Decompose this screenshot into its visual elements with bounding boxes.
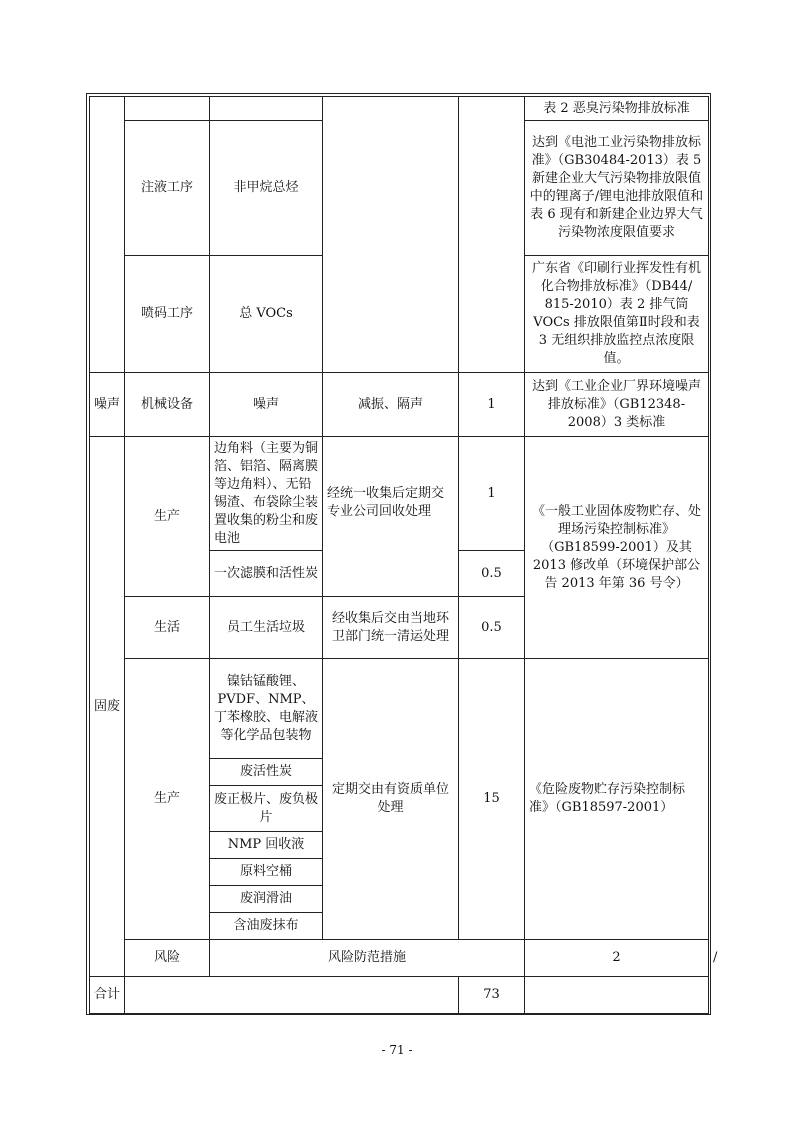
measure-cell (323, 97, 459, 373)
table-row (90, 373, 709, 437)
invest-cell: 1 (459, 373, 525, 437)
source-cell: 生产 (125, 437, 210, 597)
table-row (90, 97, 709, 121)
table-row (90, 659, 709, 759)
waste-item-cell: 废正极片、废负极片 (210, 786, 323, 832)
waste-item-cell: 废活性炭 (210, 759, 323, 786)
pollutant-cell: 总 VOCs (210, 256, 323, 373)
source-cell: 生活 (125, 597, 210, 659)
measure-cell: 经收集后交由当地环卫部门统一清运处理 (323, 597, 459, 659)
table-row (90, 977, 709, 1014)
standard-cell (525, 977, 709, 1014)
table-row (90, 437, 709, 551)
category-cell (90, 97, 125, 373)
standard-cell: 《一般工业固体废物贮存、处理场污染控制标准》（GB18599-2001）及其 2013 修改单（环境保护部公告 2013 年第 36 号令） (525, 437, 709, 659)
invest-cell: 2 (525, 940, 709, 977)
standard-cell: 广东省《印刷行业挥发性有机化合物排放标准》（DB44/ 815-2010）表 2 排气筒 VOCs 排放限值第Ⅱ时段和表 3 无组织排放监控点浓度限值。 (525, 256, 709, 373)
source-cell: 机械设备 (125, 373, 210, 437)
source-cell: 生产 (125, 659, 210, 940)
category-cell: 风险 (125, 940, 210, 977)
invest-cell: 73 (459, 977, 525, 1014)
measure-cell: 定期交由有资质单位处理 (323, 659, 459, 940)
measure-cell: 经统一收集后定期交专业公司回收处理 (323, 437, 459, 597)
process-cell: 喷码工序 (125, 256, 210, 373)
standard-cell: 《危险废物贮存污染控制标准》（GB18597-2001） (525, 659, 709, 940)
measure-cell: 风险防范措施 (210, 940, 525, 977)
waste-item-cell: 员工生活垃圾 (210, 597, 323, 659)
source-cell (125, 97, 210, 121)
waste-item-cell: 原料空桶 (210, 859, 323, 886)
waste-item-cell: 镍钴锰酸锂、PVDF、NMP、丁苯橡胶、电解液等化学品包装物 (210, 659, 323, 759)
environmental-measures-table (89, 96, 718, 1014)
pollutant-cell: 非甲烷总烃 (210, 121, 323, 256)
waste-item-cell: 一次滤膜和活性炭 (210, 551, 323, 597)
waste-item-cell: 边角料（主要为铜箔、铝箔、隔离膜等边角料）、无铅锡渣、布袋除尘装置收集的粉尘和废电池 (210, 437, 323, 551)
process-cell: 注液工序 (125, 121, 210, 256)
category-cell: 合计 (90, 977, 125, 1014)
standard-cell: 表 2 恶臭污染物排放标准 (525, 97, 709, 121)
category-cell: 噪声 (90, 373, 125, 437)
page-number: - 71 - (381, 1043, 413, 1057)
table-row: 风险 风险防范措施 2 / (90, 940, 709, 977)
pollutant-cell: 噪声 (210, 373, 323, 437)
invest-cell: 0.5 (459, 597, 525, 659)
standard-cell: 达到《电池工业污染物排放标准》（GB30484-2013）表 5 新建企业大气污染物排放限值中的锂离子/锂电池排放限值和表 6 现有和新建企业边界大气污染物浓度限值要求 (525, 121, 709, 256)
invest-cell: 1 (459, 437, 525, 551)
standard-cell: 达到《工业企业厂界环境噪声排放标准》（GB12348-2008）3 类标准 (525, 373, 709, 437)
invest-cell: 0.5 (459, 551, 525, 597)
category-cell: 固废 (90, 437, 125, 977)
invest-cell: 15 (459, 659, 525, 940)
measure-cell: 减振、隔声 (323, 373, 459, 437)
waste-item-cell: NMP 回收液 (210, 832, 323, 859)
total-blank-cell (125, 977, 459, 1014)
pollutant-cell (210, 97, 323, 121)
waste-item-cell: 含油废抹布 (210, 913, 323, 940)
waste-item-cell: 废润滑油 (210, 886, 323, 913)
invest-cell (459, 97, 525, 373)
